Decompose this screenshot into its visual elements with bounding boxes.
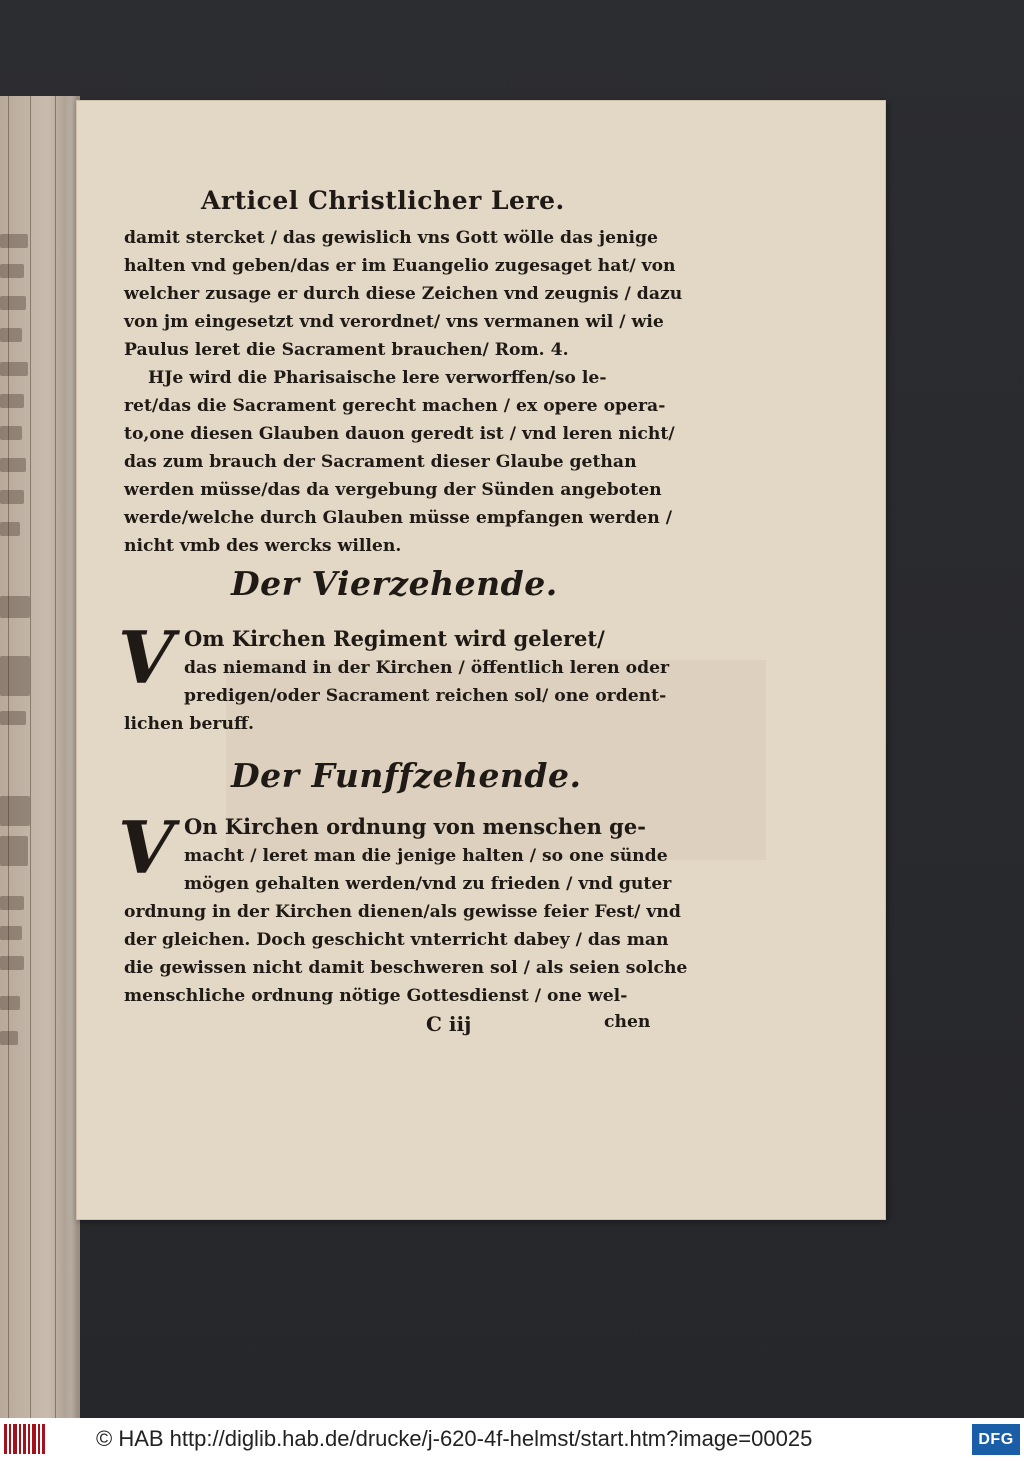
text-line: das zum brauch der Sacrament dieser Glaube gethan: [124, 452, 637, 472]
text-line: ret/das die Sacrament gerecht machen / ex opere opera-: [124, 396, 666, 416]
catchword: chen: [604, 1012, 651, 1032]
text-line: Om Kirchen Regiment wird geleret/: [184, 626, 605, 651]
text-line: Paulus leret die Sacrament brauchen/ Rom. 4.: [124, 340, 569, 360]
running-head: Articel Christlicher Lere.: [201, 186, 565, 215]
text-line: der gleichen. Doch geschicht vnterricht dabey / das man: [124, 930, 669, 950]
text-line: ordnung in der Kirchen dienen/als gewisse feier Fest/ vnd: [124, 902, 681, 922]
text-line: menschliche ordnung nötige Gottesdienst / one wel-: [124, 986, 628, 1006]
text-line: predigen/oder Sacrament reichen sol/ one ordent-: [184, 686, 667, 706]
glass-plate-edge: [66, 96, 76, 1418]
text-line: macht / leret man die jenige halten / so one sünde: [184, 846, 668, 866]
text-line: die gewissen nicht damit beschweren sol / als seien solche: [124, 958, 688, 978]
source-url[interactable]: © HAB http://diglib.hab.de/drucke/j-620-4f-helmst/start.htm?image=00025: [96, 1426, 813, 1451]
text-line: mögen gehalten werden/vnd zu frieden / vnd guter: [184, 874, 672, 894]
section-heading: Der Vierzehende.: [231, 564, 558, 603]
hab-logo-icon: [4, 1424, 46, 1454]
book-page: [76, 100, 886, 1220]
text-line: werde/welche durch Glauben müsse empfangen werden /: [124, 508, 672, 528]
text-line: welcher zusage er durch diese Zeichen vnd zeugnis / dazu: [124, 284, 683, 304]
section-heading: Der Funffzehende.: [231, 756, 582, 795]
viewer-footer: [0, 1418, 1024, 1461]
text-line: werden müsse/das da vergebung der Sünden angeboten: [124, 480, 662, 500]
drop-cap: V: [118, 805, 174, 890]
text-line: von jm eingesetzt vnd verordnet/ vns vermanen wil / wie: [124, 312, 664, 332]
drop-cap: V: [118, 615, 174, 700]
text-line: das niemand in der Kirchen / öffentlich leren oder: [184, 658, 670, 678]
text-line: HJe wird die Pharisaische lere verworffen/so le-: [148, 368, 607, 388]
text-line: damit stercket / das gewislich vns Gott wölle das jenige: [124, 228, 658, 248]
text-line: nicht vmb des wercks willen.: [124, 536, 402, 556]
signature-mark: C iij: [426, 1012, 472, 1036]
dfg-logo: DFG: [972, 1424, 1020, 1455]
text-line: to,one diesen Glauben dauon geredt ist / vnd leren nicht/: [124, 424, 675, 444]
text-line: halten vnd geben/das er im Euangelio zugesaget hat/ von: [124, 256, 676, 276]
text-line: lichen beruff.: [124, 714, 255, 734]
text-line: On Kirchen ordnung von menschen ge-: [184, 814, 646, 839]
